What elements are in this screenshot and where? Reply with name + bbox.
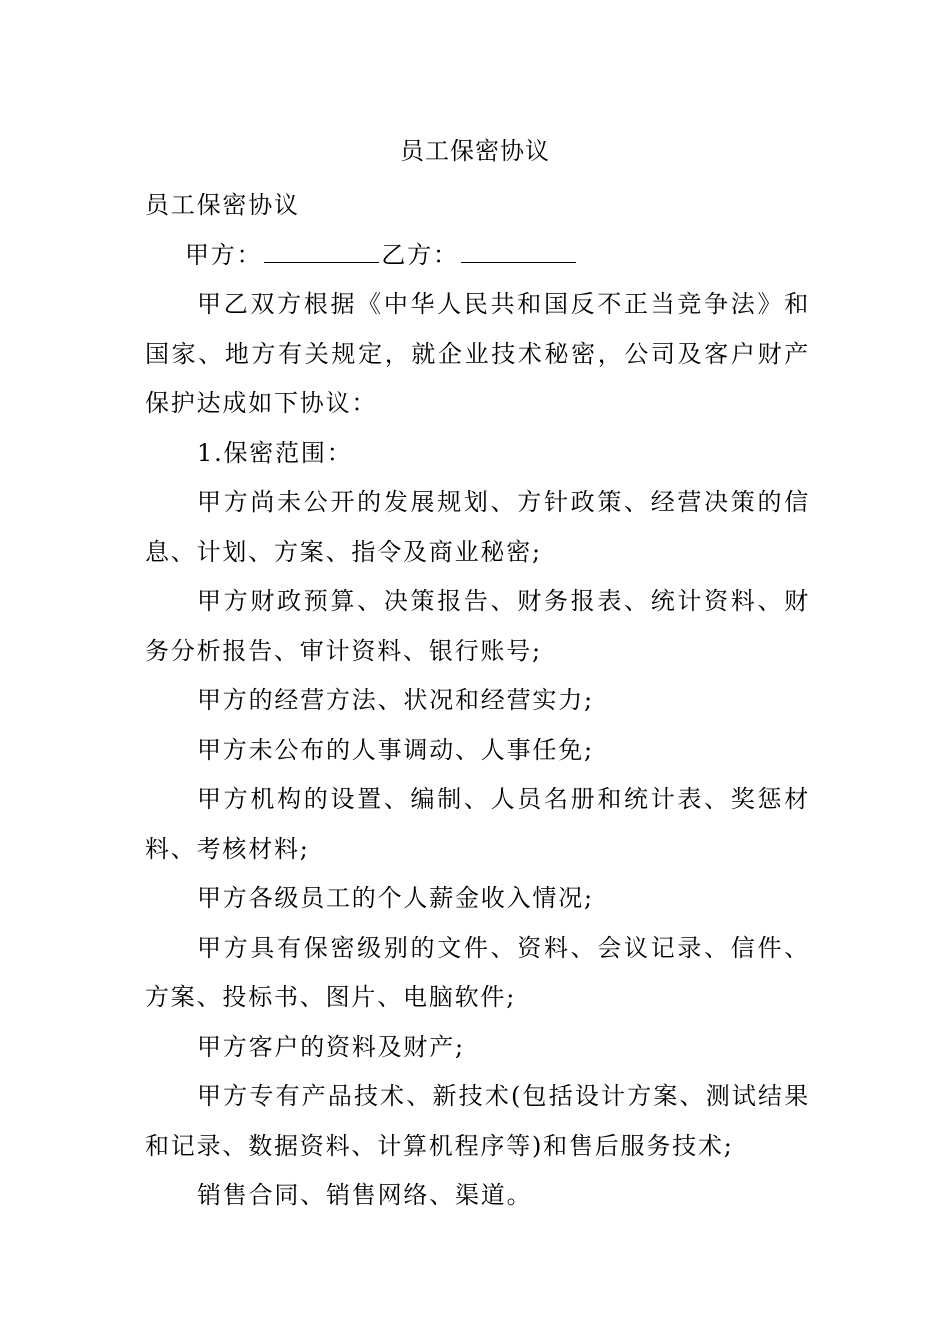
scope-item: 甲方尚未公开的发展规划、方针政策、经营决策的信息、计划、方案、指令及商业秘密; <box>145 488 810 566</box>
parties-line <box>145 231 810 281</box>
scope-item: 销售合同、销售网络、渠道。 <box>197 1181 533 1209</box>
document-title: 员工保密协议 <box>400 137 550 165</box>
party-a-blank <box>264 232 379 263</box>
document-subtitle: 员工保密协议 <box>145 191 300 219</box>
party-b-blank <box>461 232 576 263</box>
intro-paragraph: 甲乙双方根据《中华人民共和国反不正当竞争法》和国家、地方有关规定，就企业技术秘密，公司及客户财产保护达成如下协议： <box>145 290 810 417</box>
scope-item: 甲方机构的设置、编制、人员名册和统计表、奖惩材料、考核材料; <box>145 785 810 863</box>
party-b-label: 乙方： <box>381 240 459 269</box>
document-body <box>145 181 810 1221</box>
section-heading: 1.保密范围： <box>197 438 353 467</box>
scope-item: 甲方未公布的人事调动、人事任免; <box>197 735 594 764</box>
scope-item: 甲方财政预算、决策报告、财务报表、统计资料、财务分析报告、审计资料、银行账号; <box>145 587 810 665</box>
scope-item: 甲方的经营方法、状况和经营实力; <box>197 686 594 714</box>
party-a-label: 甲方： <box>185 240 263 269</box>
scope-item: 甲方客户的资料及财产; <box>197 1032 465 1061</box>
scope-item: 甲方各级员工的个人薪金收入情况; <box>197 884 594 912</box>
scope-item: 甲方专有产品技术、新技术(包括设计方案、测试结果和记录、数据资料、计算机程序等)和售后服务技术; <box>145 1082 810 1160</box>
scope-item: 甲方具有保密级别的文件、资料、会议记录、信件、方案、投标书、图片、电脑软件; <box>145 933 810 1011</box>
